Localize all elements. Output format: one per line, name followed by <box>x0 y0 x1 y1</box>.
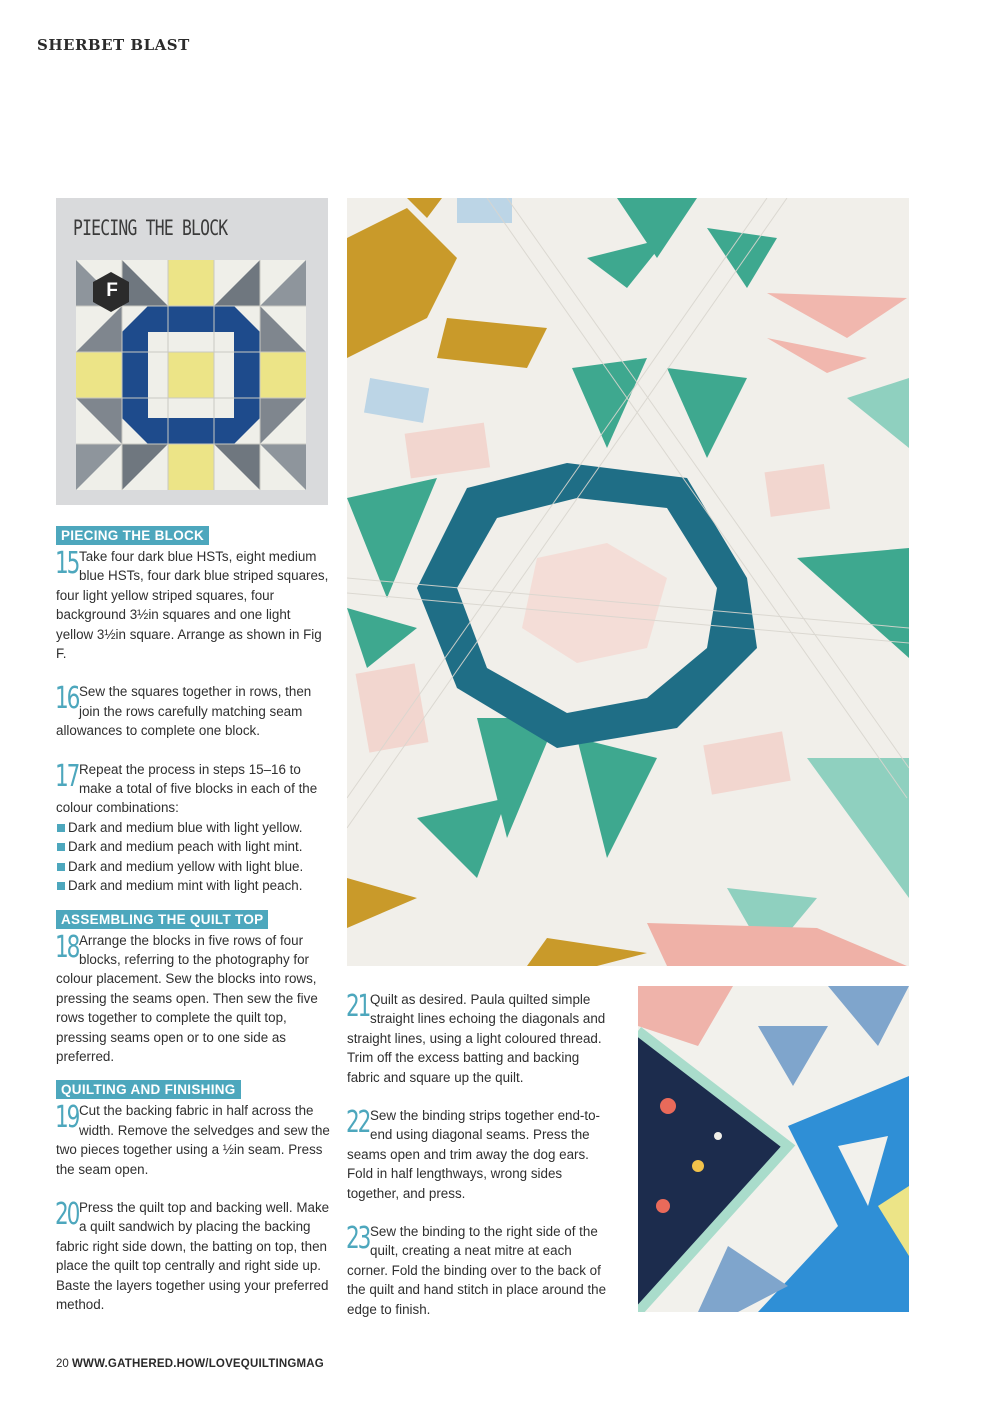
step-19 <box>56 1101 331 1179</box>
colour-combinations <box>56 818 331 896</box>
list-item: Dark and medium blue with light yellow. <box>56 818 331 837</box>
heading-piecing: PIECING THE BLOCK <box>56 526 209 545</box>
step-number: 15 <box>55 546 79 581</box>
step-number: 16 <box>55 681 79 717</box>
step-number: 21 <box>346 989 370 1024</box>
yellow-stripe-square <box>76 352 122 398</box>
step-17 <box>56 760 331 896</box>
step-text: Quilt as desired. Paula quilted simple straight lines echoing the diagonals and straight lines, using a light coloured thread. Trim off the excess batting and backing fabric and square up the quilt. <box>347 992 606 1085</box>
step-text: Sew the squares together in rows, then join the rows carefully matching seam allowances to complete one block. <box>56 684 312 739</box>
step-number: 23 <box>346 1221 370 1257</box>
quilt-photo-main <box>347 198 909 966</box>
yellow-stripe-square <box>168 444 214 490</box>
figure-f-panel <box>56 198 328 505</box>
heading-quilting: QUILTING AND FINISHING <box>56 1080 241 1099</box>
figure-badge-letter: F <box>106 280 118 301</box>
heading-assembling: ASSEMBLING THE QUILT TOP <box>56 910 268 929</box>
step-number: 18 <box>55 929 79 965</box>
yellow-stripe-square <box>260 352 306 398</box>
quilt-photo-binding <box>638 986 909 1312</box>
step-number: 17 <box>55 758 79 794</box>
left-column <box>56 526 331 1333</box>
figure-title: PIECING THE BLOCK <box>73 216 228 240</box>
step-18 <box>56 931 331 1067</box>
page-number: 20 <box>56 1358 69 1370</box>
step-text: Repeat the process in steps 15–16 to make a total of five blocks in each of the colour combinations: <box>56 761 318 816</box>
step-number: 22 <box>346 1105 370 1141</box>
step-text: Arrange the blocks in five rows of four blocks, referring to the photography for colour placement. Sew the blocks into rows, pressing the seams open. Then sew the five rows together to complete the quilt top, pressing seams open or to one side as preferred. <box>56 932 318 1064</box>
step-number: 20 <box>55 1196 79 1232</box>
step-23 <box>347 1222 609 1319</box>
step-text: Cut the backing fabric in half across the width. Remove the selvedges and sew the two pieces together using a ½in seam. Press the seam open. <box>56 1103 330 1177</box>
step-20 <box>56 1198 331 1314</box>
step-number: 19 <box>55 1100 79 1136</box>
list-item: Dark and medium mint with light peach. <box>56 876 331 895</box>
footer-url[interactable]: WWW.GATHERED.HOW/LOVEQUILTINGMAG <box>72 1358 324 1370</box>
yellow-stripe-square <box>168 260 214 306</box>
step-text: Sew the binding strips together end-to-end using diagonal seams. Press the seams open and trim away the dog ears. Fold in half lengthways, wrong sides together, and press. <box>347 1108 601 1201</box>
running-head: SHERBET BLAST <box>37 36 190 54</box>
list-item: Dark and medium peach with light mint. <box>56 837 331 856</box>
footer <box>56 1358 324 1370</box>
step-15 <box>56 547 331 663</box>
list-item: Dark and medium yellow with light blue. <box>56 857 331 876</box>
step-21 <box>347 990 609 1087</box>
centre-square <box>168 352 214 398</box>
step-text: Press the quilt top and backing well. Make a quilt sandwich by placing the backing fabric right side down, the batting on top, then place the quilt top centrally and right side up. Baste the layers together using your preferred method. <box>56 1199 330 1312</box>
step-16 <box>56 682 331 740</box>
middle-column <box>347 990 609 1338</box>
step-text: Sew the binding to the right side of the quilt, creating a neat mitre at each corner. Fold the binding over to the back of the quilt and hand stitch in place around the edge to finish. <box>347 1224 607 1317</box>
step-text: Take four dark blue HSTs, eight medium blue HSTs, four dark blue striped squares, four light yellow striped squares, four background 3½in squares and one light yellow 3½in square. Arrange as shown in Fig F. <box>56 549 329 662</box>
step-22 <box>347 1106 609 1203</box>
